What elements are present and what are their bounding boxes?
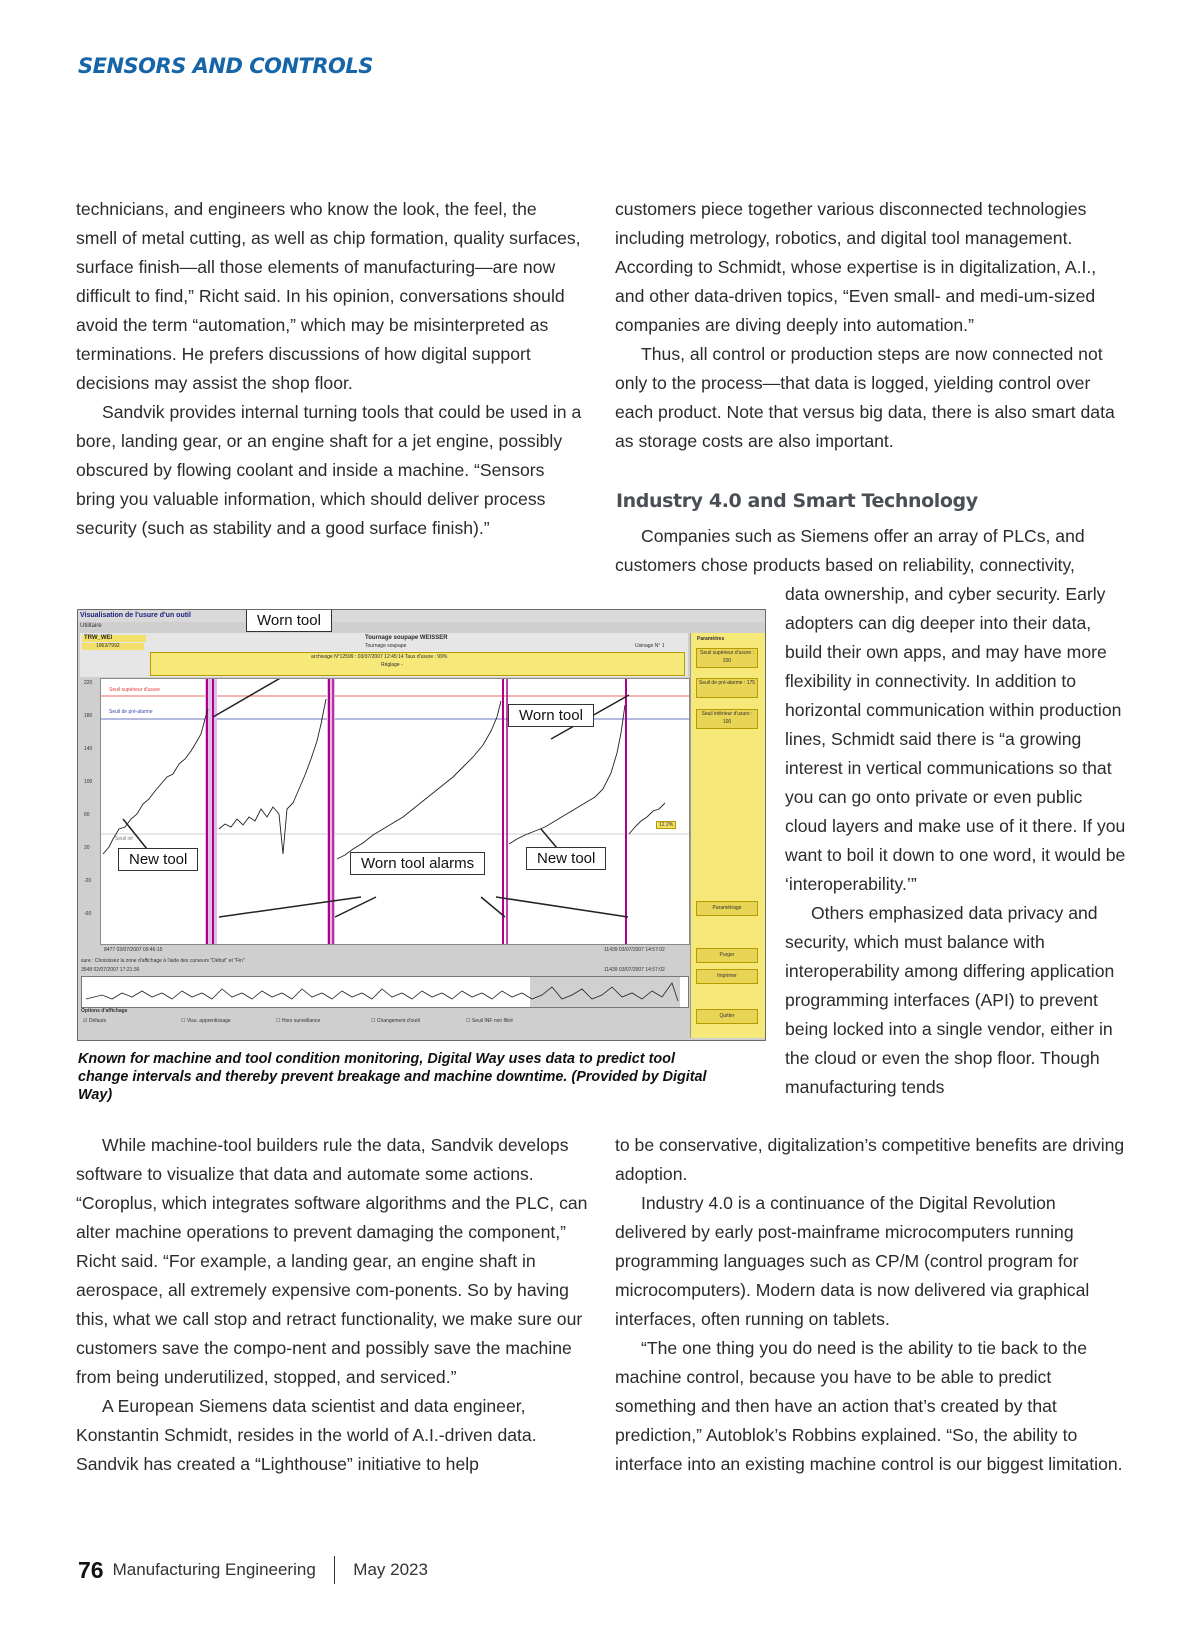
publication-date: May 2023 xyxy=(353,1560,428,1579)
param-button-lower[interactable]: Seuil inférieur d'usure : 100 xyxy=(696,709,758,729)
right-column-mid-text xyxy=(615,522,1129,580)
figure-operation: Tournage soupape WEISSER xyxy=(365,635,448,641)
y-tick: 140 xyxy=(84,746,93,752)
paragraph-text: customers piece together various disconnected technologies including metrology, robotics, and digital tool management. According to Schmidt, whose expertise is in digitalization, A.I., and other data-driven topics, “Even small- and medi-um-sized companies are diving deeply into automation.” xyxy=(615,199,1097,335)
tool-wear-figure xyxy=(77,609,766,1041)
paragraph xyxy=(615,1131,1129,1189)
figure-info-header xyxy=(80,633,688,677)
label-upper-threshold: Seuil supérieur d'usure xyxy=(109,687,160,693)
timeline-navigator[interactable] xyxy=(81,976,689,1008)
option-visu[interactable]: ☐ Visu. apprentissage xyxy=(181,1018,231,1024)
nav-right: 11439 03/07/2007 14:57:02 xyxy=(604,967,665,973)
option-label: Défauts xyxy=(88,1018,107,1024)
paragraph xyxy=(615,340,1129,456)
paragraph-text: technicians, and engineers who know the look, the feel, the smell of metal cutting, as well as chip formation, quality surfaces, surface finish—all those elements of manufacturing—are now difficult to find,” Richt said. In his opinion, conversations should avoid the term “automation,” which may be misinterpreted as terminations. He prefers discussions of how digital support decisions may assist the shop floor. xyxy=(76,199,581,393)
wear-curve-1 xyxy=(103,709,208,854)
paragraph-text: to be conservative, digitalization’s competitive benefits are driving adoption. xyxy=(615,1135,1125,1184)
y-tick: -20 xyxy=(84,878,92,884)
wear-plot xyxy=(100,678,690,945)
callout-worn-tool-alarms: Worn tool alarms xyxy=(350,852,485,875)
paragraph xyxy=(785,580,1129,899)
label-lower-threshold: Seuil inf xyxy=(115,836,133,842)
figure-status-line: archivage N°12599 : 03/07/2007 12:45:14 Taux d'usure : 99% xyxy=(311,654,448,660)
navigator-selection xyxy=(530,977,680,1007)
callout-new-tool-2: New tool xyxy=(526,847,606,870)
section-subheading: Industry 4.0 and Smart Technology xyxy=(616,490,978,512)
nav-hint: sure : Choisissez la zone d'affichage à l'aide des curseurs "Début" et "Fin" xyxy=(81,958,245,964)
paragraph xyxy=(785,899,1129,1102)
right-column-wrap-text xyxy=(785,580,1129,1102)
pct-badge: 12.2% xyxy=(656,821,676,829)
side-button-quitter[interactable]: Quitter xyxy=(696,1009,758,1024)
callout-worn-tool-1: Worn tool xyxy=(246,609,332,632)
param-button-upper[interactable]: Seuil supérieur d'usure : 200 xyxy=(696,648,758,668)
paragraph xyxy=(615,1334,1129,1479)
y-tick: 100 xyxy=(84,779,93,785)
arrow-alarm-4 xyxy=(496,897,628,917)
paragraph-text: A European Siemens data scientist and data engineer, Konstantin Schmidt, resides in the world of A.I.-driven data. Sandvik has created a “Lighthouse” initiative to help xyxy=(76,1396,537,1474)
label-prealarm: Seuil de pré-alarme xyxy=(109,709,153,715)
paragraph xyxy=(615,195,1129,340)
paragraph xyxy=(76,1131,590,1392)
section-header: SENSORS AND CONTROLS xyxy=(78,54,373,78)
wear-curve-5 xyxy=(629,803,665,834)
option-label: Changement d'outil xyxy=(376,1018,420,1024)
option-label: Seuil INF non filtré xyxy=(471,1018,514,1024)
arrow-alarm-3 xyxy=(481,897,505,917)
option-label: Visu. apprentissage xyxy=(186,1018,231,1024)
figure-window-title: Visualisation de l'usure d'un outil xyxy=(78,610,765,622)
y-tick: 60 xyxy=(84,812,90,818)
page-footer xyxy=(78,1550,428,1590)
nav-left: 3548 02/07/2007 17:21:36 xyxy=(81,967,140,973)
figure-ref: 1963/7992 xyxy=(82,643,144,650)
wear-curve-2 xyxy=(219,699,326,854)
footer-divider xyxy=(334,1556,336,1584)
option-label: Hors surveillance xyxy=(281,1018,321,1024)
options-row xyxy=(81,1016,687,1030)
paragraph-text: Thus, all control or production steps are now connected not only to the process—that data is logged, yielding control over each product. Note that versus big data, there is also smart data as storage costs are also important. xyxy=(615,344,1115,451)
wear-curve-3 xyxy=(337,701,501,859)
paragraph xyxy=(615,522,1129,580)
y-tick: -60 xyxy=(84,911,92,917)
y-tick: 20 xyxy=(84,845,90,851)
figure-status-box xyxy=(150,652,685,676)
paragraph xyxy=(76,195,582,398)
param-button-pre[interactable]: Seuil de pré-alarme : 175 xyxy=(696,678,758,698)
right-column-top-text xyxy=(615,195,1129,456)
figure-machine: TRW_WEI xyxy=(82,635,146,642)
left-column-bottom-text xyxy=(76,1131,590,1479)
callout-new-tool-1: New tool xyxy=(118,848,198,871)
paragraph-text: data ownership, and cyber security. Early adopters can dig deeper into their data, build their own apps, and may have more flexibility in connectivity. In addition to horizontal communication within production lines, Schmidt said there is “a growing interest in vertical communications so that you can go onto private or even public cloud layers and make use of it there. If you want to boil it down to one word, it would be ‘interoperability.’” xyxy=(785,584,1126,894)
option-defauts[interactable]: ☑ Défauts xyxy=(83,1018,107,1024)
paragraph-text: Industry 4.0 is a continuance of the Digital Revolution delivered by early post-mainframe microcomputers running programming languages such as CP/M (control program for microcomputers). Modern data is now delivered via graphical interfaces, often running on tablets. xyxy=(615,1193,1090,1329)
publication-name: Manufacturing Engineering xyxy=(112,1560,316,1579)
paragraph-text: Companies such as Siemens offer an array of PLCs, and customers chose products based on reliability, connectivity, xyxy=(615,526,1085,575)
navigator-svg xyxy=(82,977,688,1007)
side-button-imprimer[interactable]: Imprimer xyxy=(696,969,758,984)
figure-reglage: Réglage - xyxy=(381,662,403,668)
callout-worn-tool-2: Worn tool xyxy=(508,704,594,727)
side-button-purger[interactable]: Purger xyxy=(696,948,758,963)
side-button-parametrage[interactable]: Paramétrage xyxy=(696,901,758,916)
paragraph-text: Others emphasized data privacy and security, which must balance with interoperability among differing application programming interfaces (API) to prevent being locked into a single vendor, either in the cloud or even the shop floor. Though manufacturing tends xyxy=(785,903,1115,1097)
figure-usinage: Usinage N° 1 xyxy=(635,643,665,649)
param-title: Paramètres xyxy=(697,636,725,642)
paragraph-text: “The one thing you do need is the ability to tie back to the machine control, because you have to be able to predict something and then have an action that’s created by that prediction,” Autoblok’s Robbins explained. “So, the ability to interface into an existing machine control is our biggest limitation. xyxy=(615,1338,1123,1474)
left-column-top-text xyxy=(76,195,582,543)
page-number: 76 xyxy=(78,1556,104,1583)
paragraph xyxy=(76,398,582,543)
paragraph xyxy=(615,1189,1129,1334)
paragraph-text: Sandvik provides internal turning tools that could be used in a bore, landing gear, or an engine shaft for a jet engine, possibly obscured by flowing coolant and inside a machine. “Sensors bring you valuable information, which should deliver process security (such as stability and a good surface finish).” xyxy=(76,402,582,538)
option-changement[interactable]: ☐ Changement d'outil xyxy=(371,1018,420,1024)
y-tick: 180 xyxy=(84,713,93,719)
paragraph-text: While machine-tool builders rule the data, Sandvik develops software to visualize that data and automate some actions. “Coroplus, which integrates software algorithms and the PLC, can alter machine operations to prevent damaging the component,” Richt said. “For example, a landing gear, an engine shaft in aerospace, all extremely expensive com-ponents. So by having this, what we call stop and retract functionality, we make sure our customers save the compo-nent and possibly save the machine from being underutilized, stopped, and serviced.” xyxy=(76,1135,588,1387)
right-column-bottom-text xyxy=(615,1131,1129,1479)
time-left: 8477 03/07/2007 09:46:15 xyxy=(104,947,163,953)
wear-plot-svg xyxy=(101,679,689,944)
option-hors[interactable]: ☐ Hors surveillance xyxy=(276,1018,321,1024)
option-seuil[interactable]: ☐ Seuil INF non filtré xyxy=(466,1018,514,1024)
figure-op-sub: Tournage soupape xyxy=(365,643,407,649)
paragraph xyxy=(76,1392,590,1479)
arrow-worn-tool-1 xyxy=(213,679,296,717)
y-tick: 220 xyxy=(84,680,93,686)
time-right: 11439 03/07/2007 14:57:02 xyxy=(604,947,665,953)
figure-parameter-panel xyxy=(690,633,765,1038)
figure-caption: Known for machine and tool condition monitoring, Digital Way uses data to predict tool change intervals and thereby prevent breakage and machine downtime. (Provided by Digital Way) xyxy=(78,1051,707,1103)
options-title: Options d'affichage xyxy=(81,1008,128,1014)
figure-menu: Utilitaire xyxy=(80,623,102,629)
